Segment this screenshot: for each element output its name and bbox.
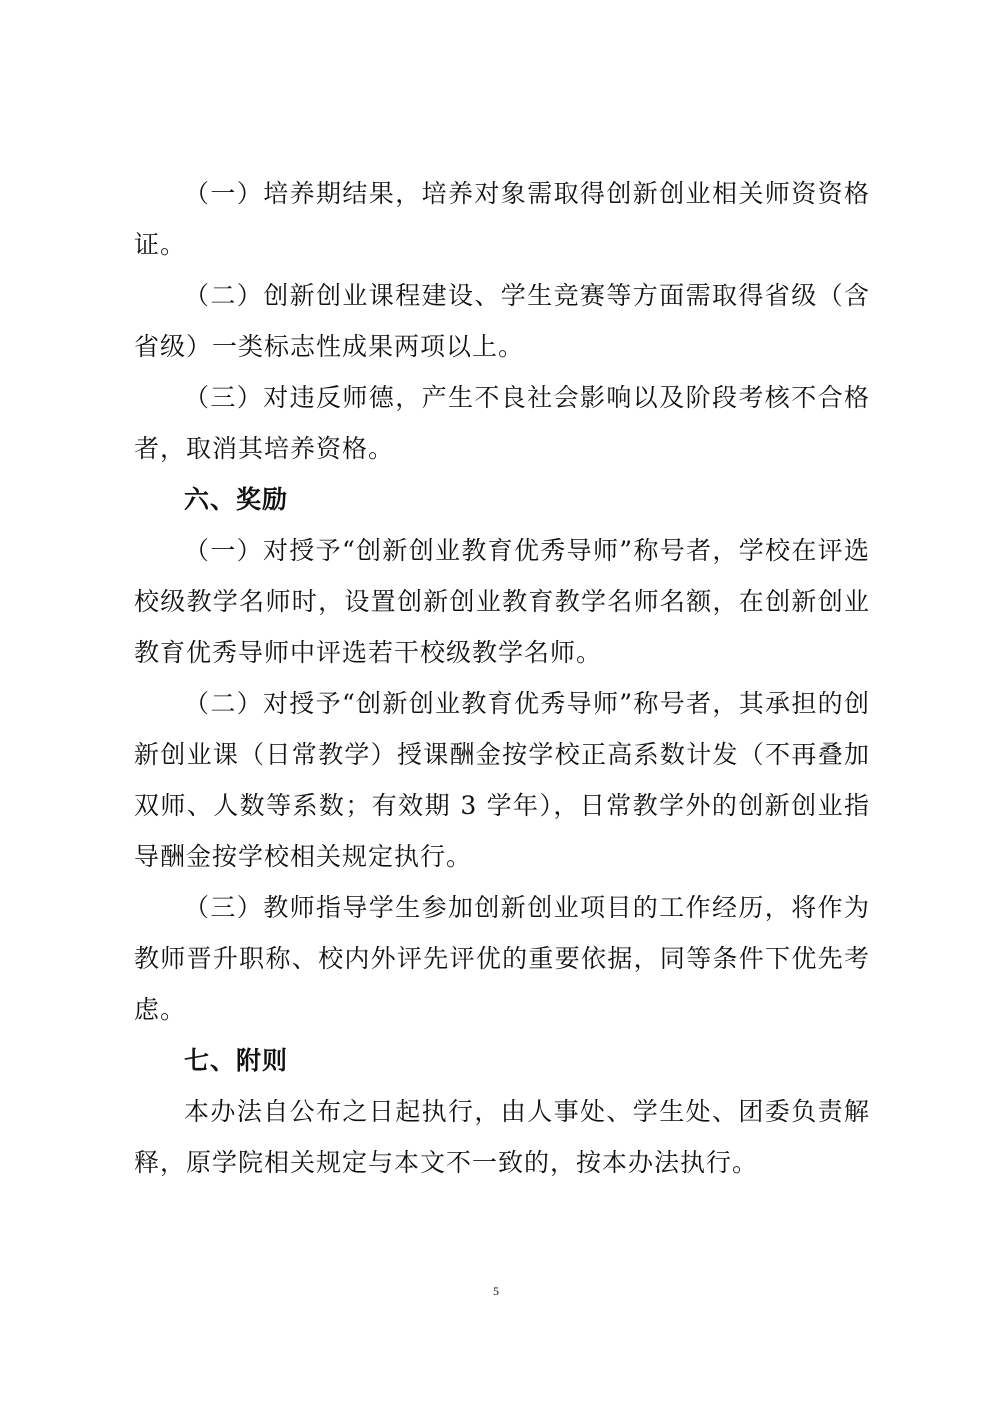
paragraph-reward-teaching-master: （一）对授予“创新创业教育优秀导师”称号者，学校在评选校级教学名师时，设置创新创业教育教学名师名额，在创新创业教育优秀导师中评选若干校级教学名师。 (134, 536, 870, 667)
paragraph-effective-date: 本办法自公布之日起执行，由人事处、学生处、团委负责解释，原学院相关规定与本文不一致的，按本办法执行。 (134, 1097, 870, 1177)
paragraph-disqualification: （三）对违反师德，产生不良社会影响以及阶段考核不合格者，取消其培养资格。 (134, 383, 870, 463)
paragraph-reward-remuneration: （二）对授予“创新创业教育优秀导师”称号者，其承担的创新创业课（日常教学）授课酬金按学校正高系数计发（不再叠加双师、人数等系数；有效期 3 学年），日常教学外的创新创业指导酬金按学校相关规定执行。 (134, 689, 870, 871)
document-body (134, 168, 870, 1188)
page-number: 5 (493, 1284, 499, 1298)
paragraph-course-achievements: （二）创新创业课程建设、学生竞赛等方面需取得省级（含省级）一类标志性成果两项以上。 (134, 281, 870, 361)
section-heading-rewards: 六、奖励 (184, 485, 289, 514)
paragraph-reward-promotion: （三）教师指导学生参加创新创业项目的工作经历，将作为教师晋升职称、校内外评先评优的重要依据，同等条件下优先考虑。 (134, 893, 870, 1024)
section-heading-supplementary: 七、附则 (184, 1046, 289, 1075)
paragraph-training-result: （一）培养期结果，培养对象需取得创新创业相关师资资格证。 (134, 179, 870, 259)
